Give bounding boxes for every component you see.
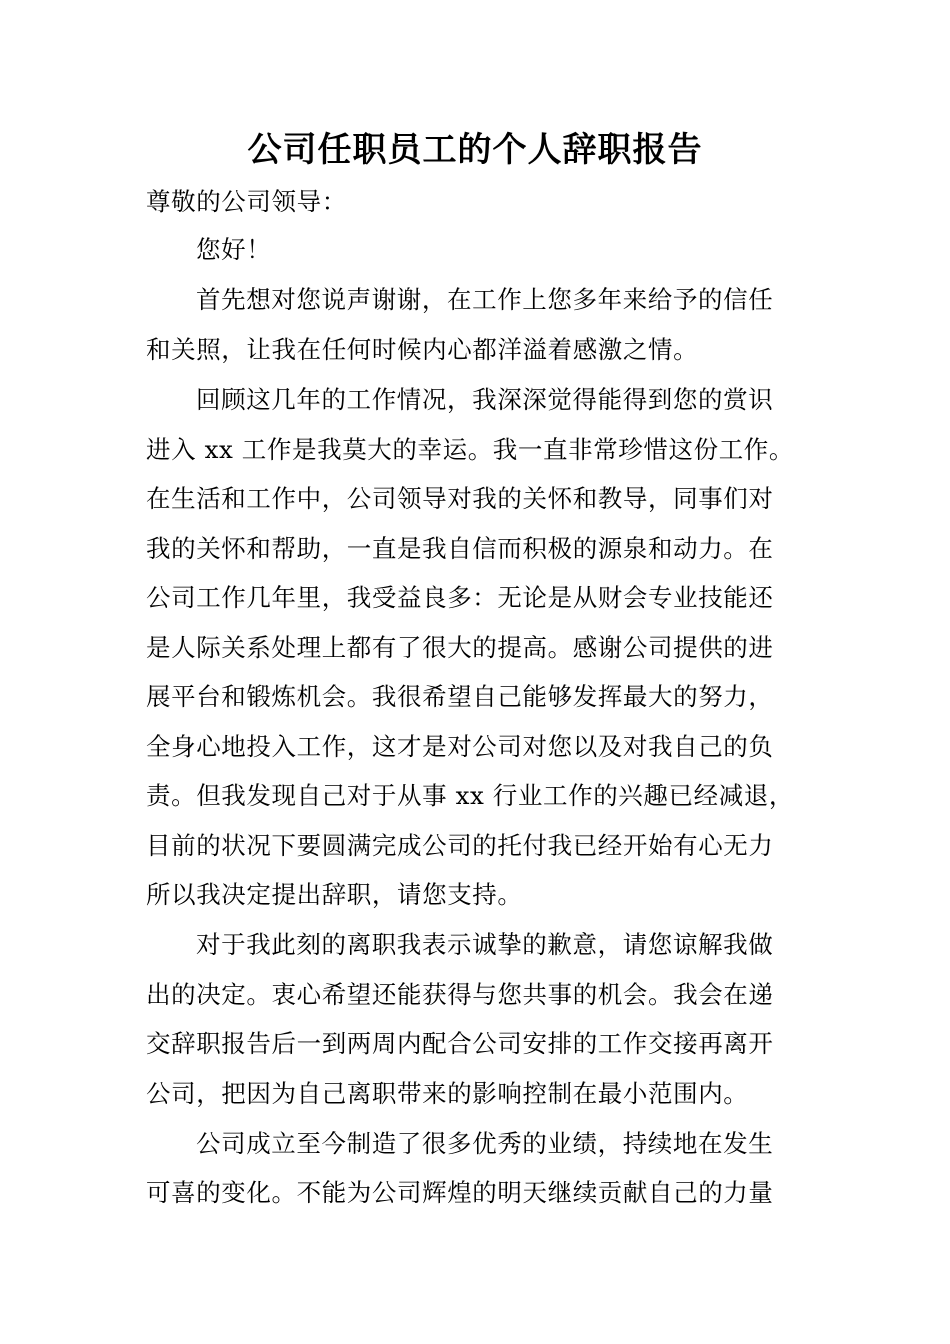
paragraph-line: 是人际关系处理上都有了很大的提高。感谢公司提供的进	[146, 633, 774, 662]
paragraph-line: 首先想对您说声谢谢，在工作上您多年来给予的信任	[196, 285, 774, 314]
paragraph-line: 公司，把因为自己离职带来的影响控制在最小范围内。	[146, 1079, 749, 1108]
paragraph-line: 全身心地投入工作，这才是对公司对您以及对我自己的负	[146, 732, 774, 761]
paragraph-line: 展平台和锻炼机会。我很希望自己能够发挥最大的努力，	[146, 682, 774, 711]
paragraph-line: 公司工作几年里，我受益良多：无论是从财会专业技能还	[146, 583, 774, 612]
greeting: 您好！	[196, 235, 272, 264]
paragraph-line: 和关照，让我在任何时候内心都洋溢着感激之情。	[146, 335, 699, 364]
paragraph-line: 目前的状况下要圆满完成公司的托付我已经开始有心无力	[146, 831, 774, 860]
paragraph-line: 所以我决定提出辞职，请您支持。	[146, 880, 523, 909]
paragraph-line: 可喜的变化。不能为公司辉煌的明天继续贡献自己的力量	[146, 1178, 774, 1207]
paragraph-line: 在生活和工作中，公司领导对我的关怀和教导，同事们对	[146, 484, 774, 513]
paragraph-line: 我的关怀和帮助，一直是我自信而积极的源泉和动力。在	[146, 534, 774, 563]
document-title: 公司任职员工的个人辞职报告	[247, 130, 703, 170]
paragraph-line: 进入 xx 工作是我莫大的幸运。我一直非常珍惜这份工作。	[146, 435, 795, 464]
paragraph-line: 对于我此刻的离职我表示诚挚的歉意，请您谅解我做	[196, 930, 774, 959]
paragraph-line: 责。但我发现自己对于从事 xx 行业工作的兴趣已经减退，	[146, 781, 795, 810]
salutation: 尊敬的公司领导：	[146, 187, 347, 216]
paragraph-line: 公司成立至今制造了很多优秀的业绩，持续地在发生	[196, 1129, 774, 1158]
paragraph-line: 回顾这几年的工作情况，我深深觉得能得到您的赏识	[196, 385, 774, 414]
paragraph-line: 交辞职报告后一到两周内配合公司安排的工作交接再离开	[146, 1029, 774, 1058]
paragraph-line: 出的决定。衷心希望还能获得与您共事的机会。我会在递	[146, 980, 774, 1009]
